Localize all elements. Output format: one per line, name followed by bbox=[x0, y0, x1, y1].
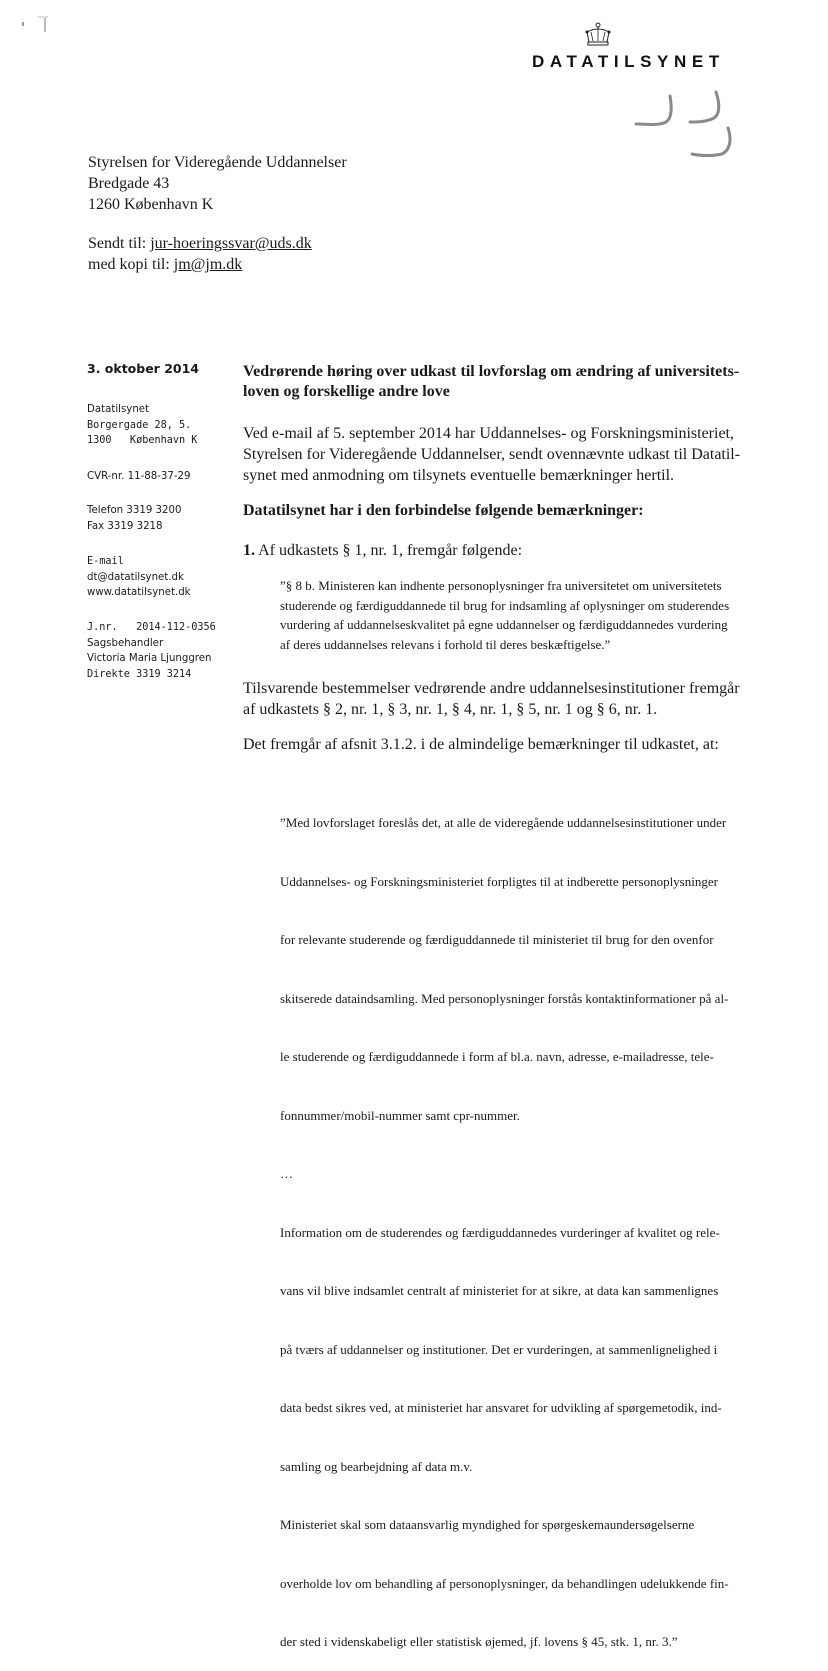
intro-line: Ved e-mail af 5. september 2014 har Uddannelses- og Forskningsministeriet, bbox=[243, 425, 734, 442]
letter-subject bbox=[243, 362, 765, 402]
cc-line bbox=[88, 254, 312, 275]
quote-line: af deres uddannelses relevans i forhold til deres beskæftigelse.” bbox=[280, 636, 611, 652]
sent-to-line bbox=[88, 233, 312, 254]
quote-1 bbox=[280, 576, 765, 654]
quote-line: ”Med lovforslaget foreslås det, at alle de videregående uddannelsesinstitutioner under bbox=[280, 815, 727, 830]
point-1-number: 1. bbox=[243, 542, 255, 559]
intro-line: synet med anmodning om tilsynets eventuelle bemærkninger hertil. bbox=[243, 467, 675, 484]
email-label: E-mail bbox=[87, 556, 124, 567]
recipient-line: Styrelsen for Videregående Uddannelser bbox=[88, 154, 347, 171]
sender-line: 1300 København K bbox=[87, 435, 198, 446]
recipient-emails bbox=[88, 233, 312, 275]
point-1-text: Af udkastets § 1, nr. 1, fremgår følgende: bbox=[255, 542, 523, 559]
cvr-number: CVR-nr. 11-88-37-29 bbox=[87, 471, 191, 482]
recipient-line: Bredgade 43 bbox=[88, 175, 170, 192]
similar-provisions bbox=[243, 678, 765, 720]
remarks-heading: Datatilsynet har i den forbindelse følgende bemærkninger: bbox=[243, 502, 644, 519]
sender-email-link[interactable]: dt@datatilsynet.dk bbox=[87, 571, 184, 583]
fax-number: Fax 3319 3218 bbox=[87, 520, 163, 532]
similar-line: Tilsvarende bestemmelser vedrørende andre uddannelsesinstitutioner fremgår bbox=[243, 680, 740, 697]
handwritten-initials bbox=[628, 88, 743, 160]
quote-line: fonnummer/mobil-nummer samt cpr-nummer. bbox=[280, 1107, 520, 1123]
subject-line: Vedrørende høring over udkast til lovforslag om ændring af universitets- bbox=[243, 363, 740, 380]
crown-icon bbox=[583, 22, 613, 48]
scan-mark-icon bbox=[14, 14, 54, 34]
phone-fax bbox=[87, 503, 181, 534]
quote-line: … bbox=[280, 1166, 293, 1181]
journal-number: J.nr. 2014-112-0356 bbox=[87, 622, 216, 633]
quote-line: der sted i videnskabeligt eller statistisk øjemed, jf. lovens § 45, stk. 1, nr. 3.” bbox=[280, 1634, 678, 1649]
letter-date: 3. oktober 2014 bbox=[87, 361, 199, 376]
recipient-address bbox=[88, 152, 347, 215]
cc-email-link[interactable]: jm@jm.dk bbox=[173, 256, 243, 273]
contact-web bbox=[87, 554, 191, 601]
similar-line: af udkastets § 2, nr. 1, § 3, nr. 1, § 4, nr. 1, § 5, nr. 1 og § 6, nr. 1. bbox=[243, 701, 658, 718]
quote-line: for relevante studerende og færdiguddannede til ministeriet til brug for den ovenfor bbox=[280, 932, 714, 947]
cc-label: med kopi til: bbox=[88, 256, 174, 273]
case-info bbox=[87, 620, 216, 682]
sender-line: Borgergade 28, 5. bbox=[87, 419, 192, 431]
quote-line: data bedst sikres ved, at ministeriet har ansvaret for udvikling af spørgemetodik, ind- bbox=[280, 1400, 722, 1415]
quote-line: overholde lov om behandling af personoplysninger, da behandlingen udelukkende fin- bbox=[280, 1575, 729, 1591]
intro-paragraph bbox=[243, 423, 765, 486]
sent-to-email-link[interactable]: jur-hoeringssvar@uds.dk bbox=[150, 235, 312, 252]
subject-line: loven og forskellige andre love bbox=[243, 383, 450, 400]
quote-line: på tværs af uddannelser og institutioner. Det er vurderingen, at sammenlignelighed i bbox=[280, 1341, 718, 1357]
quote-line: Information om de studerendes og færdiguddannedes vurderinger af kvalitet og rele- bbox=[280, 1224, 720, 1240]
logo-wordmark: DATATILSYNET bbox=[532, 52, 725, 71]
quote-line: skitserede dataindsamling. Med personoplysninger forstås kontaktinformationer på al- bbox=[280, 990, 729, 1006]
quote-line: vans vil blive indsamlet centralt af ministeriet for at sikre, at data kan sammenlignes bbox=[280, 1283, 719, 1298]
phone-number: Telefon 3319 3200 bbox=[87, 505, 182, 516]
quote-line: Ministeriet skal som dataansvarlig myndighed for spørgeskemaundersøgelserne bbox=[280, 1517, 695, 1532]
direct-phone: Direkte 3319 3214 bbox=[87, 668, 192, 680]
case-handler-name: Victoria Maria Ljunggren bbox=[87, 653, 212, 664]
quote-line: samling og bearbejdning af data m.v. bbox=[280, 1458, 473, 1474]
quote-line: ”§ 8 b. Ministeren kan indhente personoplysninger fra universitetet om universitetets bbox=[280, 578, 722, 593]
sender-website-link[interactable]: www.datatilsynet.dk bbox=[87, 587, 191, 598]
point-1 bbox=[243, 540, 765, 561]
quote-line: le studerende og færdiguddannede i form af bl.a. navn, adresse, e-mailadresse, tele- bbox=[280, 1049, 714, 1064]
section-reference: Det fremgår af afsnit 3.1.2. i de almindelige bemærkninger til udkastet, at: bbox=[243, 736, 719, 753]
sender-line: Datatilsynet bbox=[87, 404, 150, 415]
quote-2 bbox=[280, 774, 765, 1671]
recipient-line: 1260 København K bbox=[88, 196, 214, 213]
intro-line: Styrelsen for Videregående Uddannelser, sendt ovennævnte udkast til Datatil- bbox=[243, 446, 741, 463]
quote-line: studerende og færdiguddannede til brug for indsamling af oplysninger om studerendes bbox=[280, 597, 730, 613]
case-handler-label: Sagsbehandler bbox=[87, 637, 164, 649]
quote-line: Uddannelses- og Forskningsministeriet forpligtes til at indberette personoplysninger bbox=[280, 873, 718, 889]
sent-to-label: Sendt til: bbox=[88, 235, 151, 252]
quote-line: vurdering af uddannelseskvalitet på egne uddannelser og færdiguddannedes vurdering bbox=[280, 617, 728, 632]
sender-address bbox=[87, 402, 197, 449]
